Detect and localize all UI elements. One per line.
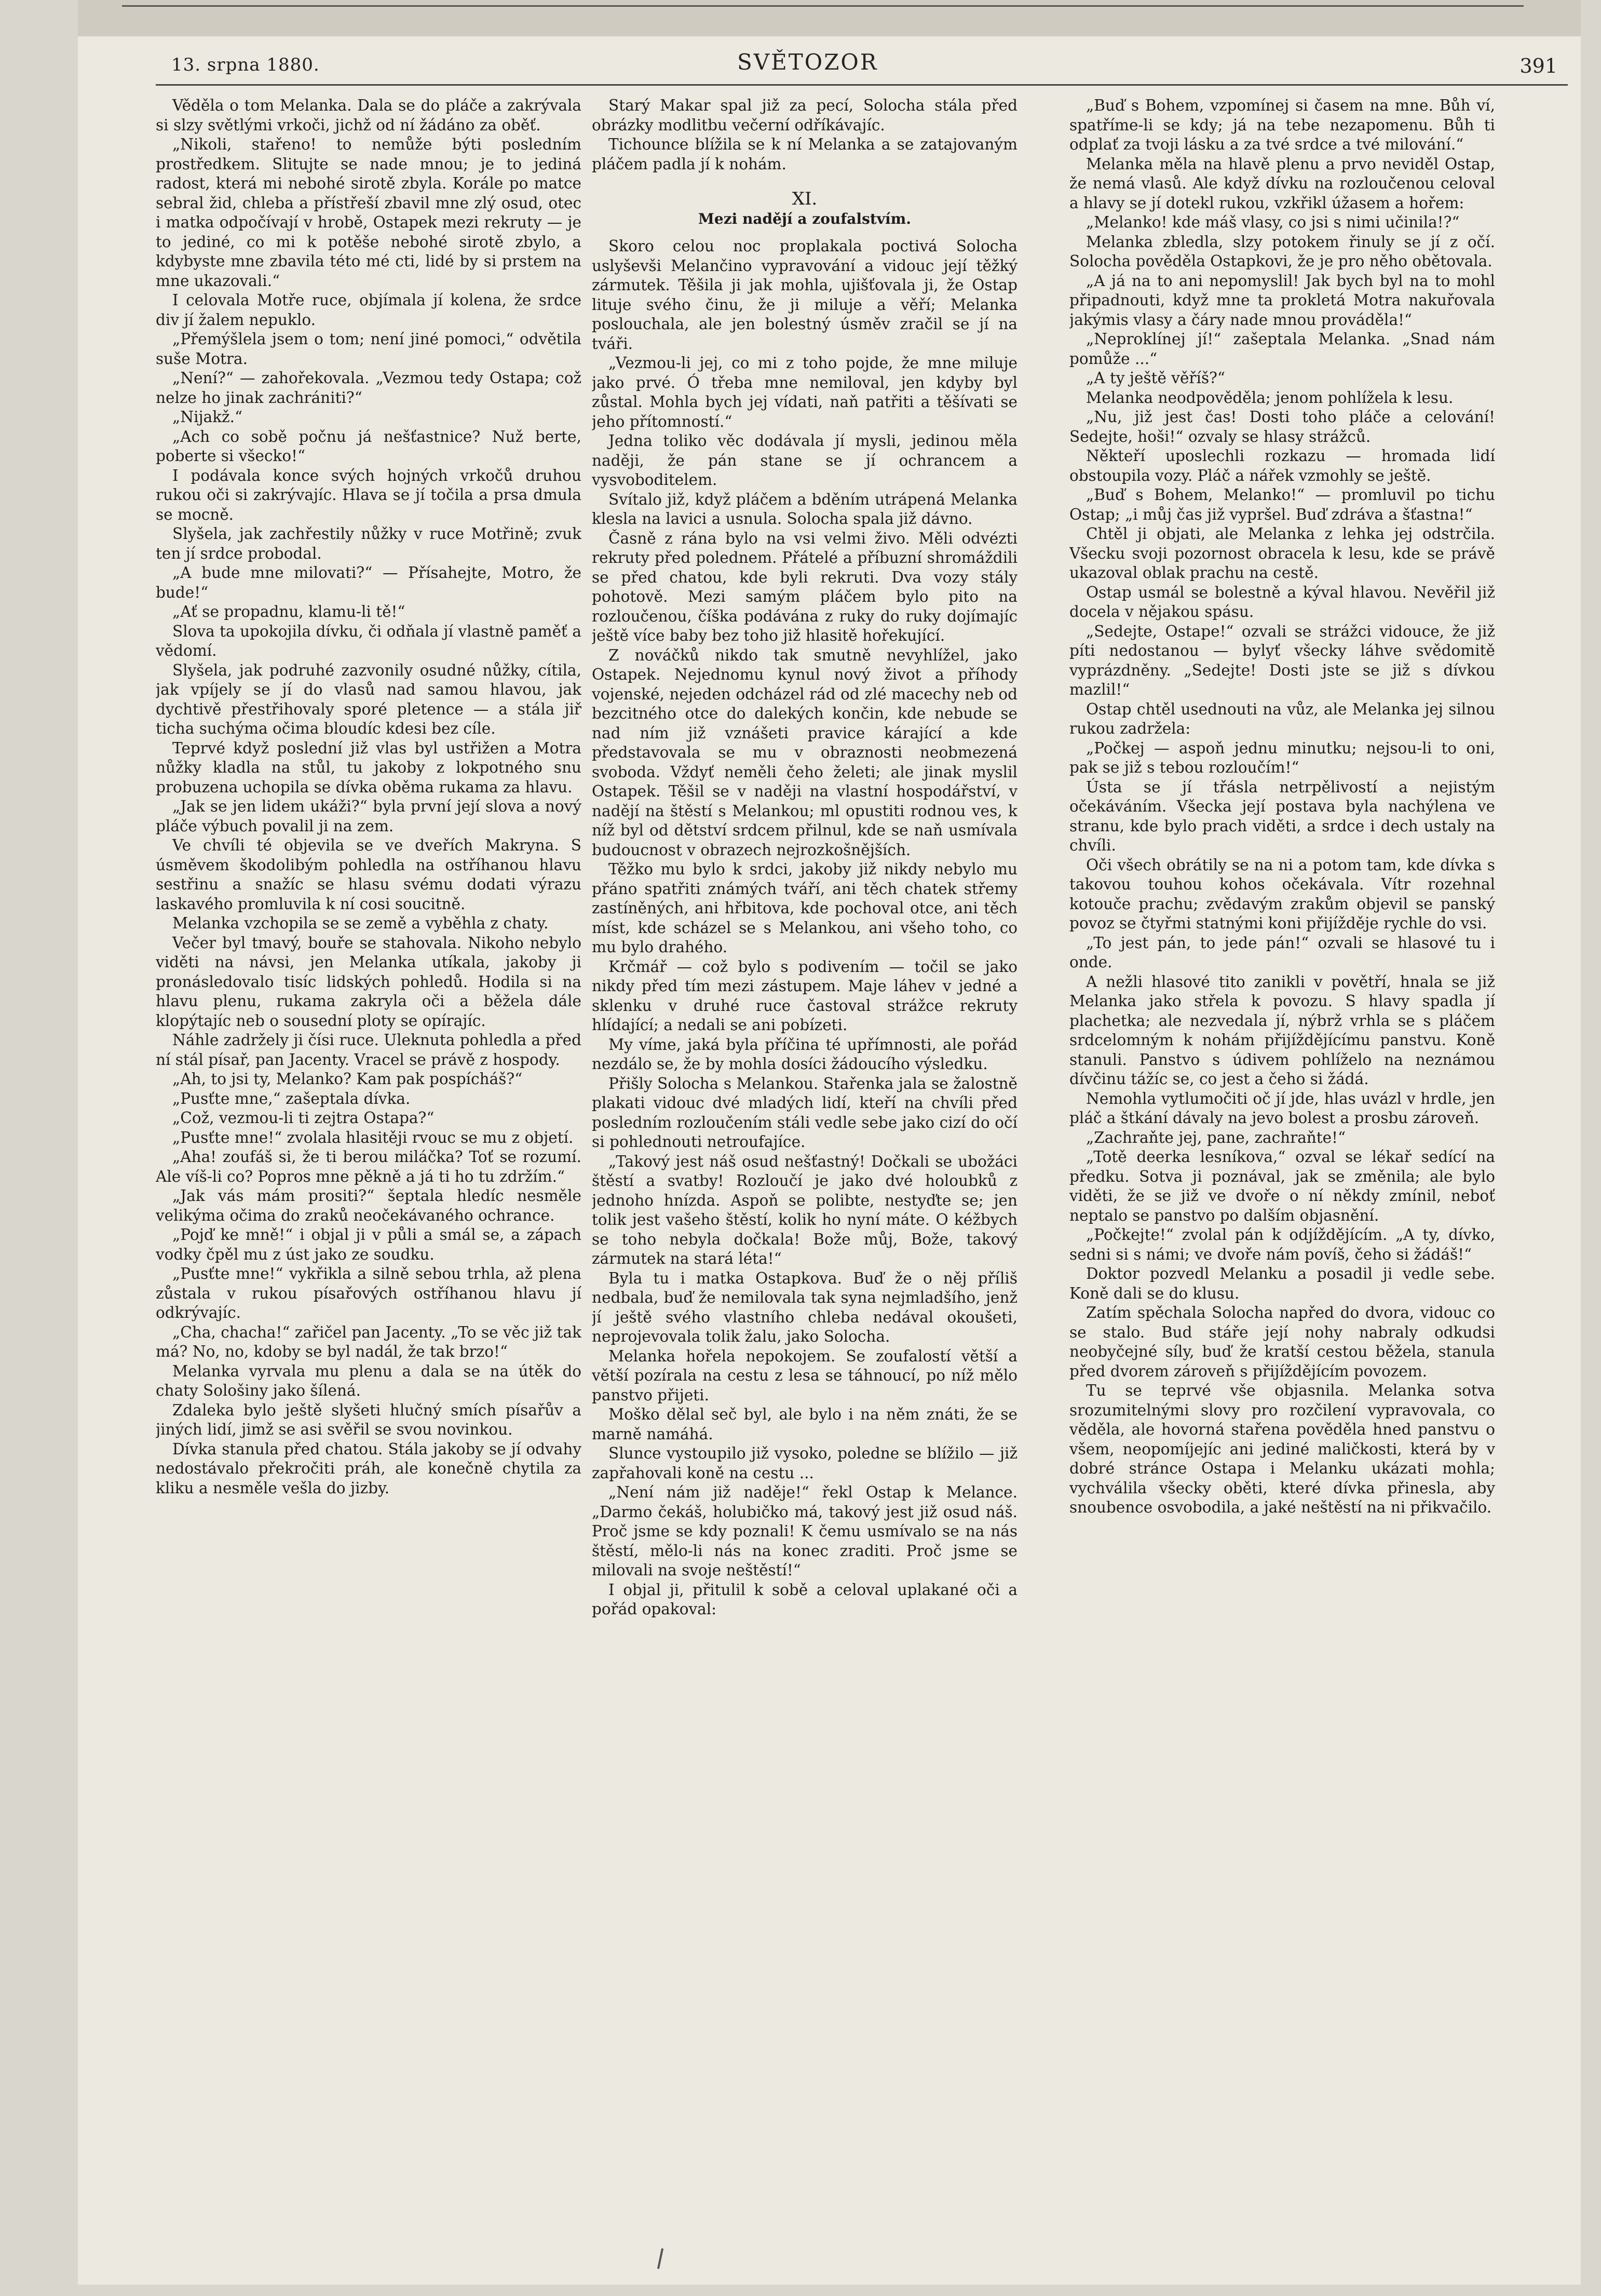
paragraph: Jedna toliko věc dodávala jí mysli, jedinou měla naději, že pán stane se jí ochrancem a vysvoboditelem. [592,432,1017,489]
paragraph: Chtěl ji objati, ale Melanka z lehka jej odstrčila. Všecku svoji pozornost obracela k lesu, kde se právě ukazoval oblak prachu na cestě. [1069,525,1495,582]
paragraph: Svítalo již, když pláčem a bděním utrápená Melanka klesla na lavici a usnula. Solocha spala již dávno. [592,490,1017,528]
paragraph: „Melanko! kde máš vlasy, co jsi s nimi učinila!?“ [1086,213,1460,231]
top-edge-rule [122,5,1524,7]
paragraph: „Vezmou-li jej, co mi z toho pojde, že mne miluje jako prvé. Ó třeba mne nemiloval, jen kdyby byl zůstal. Mohla bych jej vídati, naň patřiti a těšívati se jeho přítomností.“ [592,354,1017,430]
text-column-3 [1069,96,1495,2256]
paragraph: Náhle zadržely ji čísi ruce. Uleknuta pohledla a před ní stál písař, pan Jacenty. Vracel se právě z hospody. [156,1031,581,1069]
paragraph: Melanka měla na hlavě plenu a prvo neviděl Ostap, že nemá vlasů. Ale když dívku na rozloučenou celoval a hlavy se jí dotekl rukou, vzkřikl úžasem a hořem: [1069,155,1495,212]
paragraph: Moško dělal seč byl, ale bylo i na něm znáti, že se marně namáhá. [592,1406,1017,1443]
paragraph: Melanka hořela nepokojem. Se zoufalostí větší a větší pozírala na cestu z lesa se táhnoucí, po níž mělo panstvo přijeti. [592,1347,1017,1404]
paragraph: Dívka stanula před chatou. Stála jakoby se jí odvahy nedostávalo překročiti práh, ale konečně chytila za kliku a nesměle vešla do jizby. [156,1440,581,1497]
paragraph: „Pojď ke mně!“ i objal ji v půli a smál se, a zápach vodky čpěl mu z úst jako ze soudku. [156,1226,581,1263]
paragraph: „A bude mne milovati?“ — Přísahejte, Motro, že bude!“ [156,564,581,601]
paragraph: „Nu, již jest čas! Dosti toho pláče a celování! Sedejte, hoši!“ ozvaly se hlasy strážců. [1069,408,1495,445]
text-column-2 [592,96,1017,2256]
paragraph: Ostap usmál se bolestně a kýval hlavou. Nevěřil již docela v nějakou spásu. [1069,583,1495,620]
paragraph: I objal ji, přitulil k sobě a celoval uplakané oči a pořád opakoval: [592,1581,1017,1618]
paragraph: „Ach co sobě počnu já nešťastnice? Nuž berte, poberte si všecko!“ [156,427,581,465]
paragraph: Večer byl tmavý, bouře se stahovala. Nikoho nebylo viděti na návsi, jen Melanka utíkala, jakoby ji pronásledovalo tisíc lidských pohledů. Hodila si na hlavu plenu, rukama zakryla oči a běžela dále klopýtajíc neb o sousední ploty se opírajíc. [156,934,581,1030]
paragraph: „A ty ještě věříš?“ [1086,369,1225,387]
paragraph: „Počkej — aspoň jednu minutku; nejsou-li to oni, pak se již s tebou rozloučím!“ [1069,739,1495,776]
paragraph: „Jak se jen lidem ukáži?“ byla první její slova a nový pláče výbuch povalil ji na zem. [156,798,581,835]
journal-title: SVĚTOZOR [737,49,878,75]
paragraph: „Aha! zoufáš si, že ti berou miláčka? Toť se rozumí. Ale víš-li co? Popros mne pěkně a já ti ho tu zdržím.“ [156,1148,581,1185]
paragraph: „Buď s Bohem, vzpomínej si časem na mne. Bůh ví, spatříme-li se kdy; já na tebe nezapomenu. Bůh ti odplať za tvoji lásku a za tvé srdce a tvé milování.“ [1069,97,1495,153]
paragraph: „Jak vás mám prositi?“ šeptala hledíc nesměle velikýma očima do zraků neočekávaného ochrance. [156,1187,581,1224]
paragraph: Krčmář — což bylo s podivením — točil se jako nikdy před tím mezi zástupem. Maje láhev v jedné a sklenku v druhé ruce častoval strážce rekruty hlídající; a nedali se ani pobízeti. [592,957,1017,1034]
paragraph: „Pusťte mne!“ vykřikla a silně sebou trhla, až plena zůstala v rukou písařových ostříhanou hlavu jí odkrývajíc. [156,1265,581,1321]
paragraph: Oči všech obrátily se na ni a potom tam, kde dívka s takovou touhou kohos očekávala. Vítr rozehnal kotouče prachu; zvědavým zrakům objevil se panský povoz se čtyřmi statnými koni přijížděje rychle do vsi. [1069,856,1495,932]
paragraph: Tu se teprvé vše objasnila. Melanka sotva srozumitelnými slovy pro rozčilení vypravovala, co věděla, ale hovorná stařena pověděla hned panstvu o všem, neopomíjejíc ani jediné maličkosti, která by v dobré stránce Ostapa i Melanku ukázati mohla; vychválila všecky oběti, které dívka přinesla, aby snoubence osvobodila, a jaké neštěstí na ni přikvačilo. [1069,1382,1495,1516]
paragraph: „Pusťte mne,“ zašeptala dívka. [172,1089,411,1108]
paragraph: „Pusťte mne!“ zvolala hlasitěji rvouc se mu z objetí. [172,1128,574,1146]
paragraph: „Takový jest náš osud nešťastný! Dočkali se ubožáci štěstí a svatby! Rozloučí je jako dvé holoubků z jednoho hnízda. Aspoň se polibte, nestyďte se; jen tolik jest vašeho štěstí, kolik ho nyní máte. O kéžbych se toho nebyla dočkala! Bože můj, Bože, takový zármutek na stará léta!“ [592,1152,1017,1267]
paragraph: I celovala Motře ruce, objímala jí kolena, že srdce div jí žalem nepuklo. [156,291,581,329]
paragraph: „Zachraňte jej, pane, zachraňte!“ [1086,1128,1346,1146]
paragraph: Doktor pozvedl Melanku a posadil ji vedle sebe. Koně dali se do klusu. [1069,1265,1495,1302]
section-title: Mezi nadějí a zoufalstvím. [698,210,912,227]
paragraph: „Ah, to jsi ty, Melanko? Kam pak pospícháš?“ [172,1070,523,1088]
paragraph: I podávala konce svých hojných vrkočů druhou rukou oči si zakrývajíc. Hlava se jí točila a prsa dmula se mocně. [156,466,581,523]
paragraph: Věděla o tom Melanka. Dala se do pláče a zakrývala si slzy světlými vrkoči, jichž od ní žádáno za oběť. [156,97,581,134]
paragraph: „Ať se propadnu, klamu-li tě!“ [172,603,405,620]
paragraph: „Totě deerka lesníkova,“ ozval se lékař sedící na předku. Sotva ji poznával, jak se změnila; ale bylo viděti, že se již ve dvoře o ní někdy zmínil, neboť neptalo se panstvo po dalším objasnění. [1069,1148,1495,1224]
paragraph: Teprvé když poslední již vlas byl ustřižen a Motra nůžky kladla na stůl, tu jakoby z lokpotného snu probuzena uchopila se dívka oběma rukama za hlavu. [156,739,581,796]
issue-date: 13. srpna 1880. [171,55,320,75]
paragraph: Přišly Solocha s Melankou. Stařenka jala se žalostně plakati vidouc dvé mladých lidí, kteří na chvíli před posledním rozloučením stáli vedle sebe jako cizí do očí si pohlednouti netroufajíce. [592,1074,1017,1151]
paragraph: Slunce vystoupilo již vysoko, poledne se blížilo — již zapřahovali koně na cestu ... [592,1444,1017,1482]
paragraph: Slyšela, jak zachřestily nůžky v ruce Motřině; zvuk ten jí srdce probodal. [156,525,581,562]
paragraph: Zdaleka bylo ještě slyšeti hlučný smích písařův a jiných lidí, jimž se asi svěřil se svou novinkou. [156,1401,581,1438]
paragraph: Zatím spěchala Solocha napřed do dvora, vidouc co se stalo. Bud stáře její nohy nabraly odkudsi neobyčejné síly, buď že kratší cestou běžela, stanula před dvorem zároveň s přijíždějícím povozem. [1069,1304,1495,1380]
paragraph: Tichounce blížila se k ní Melanka a se zatajovaným pláčem padla jí k nohám. [592,136,1017,173]
paragraph: Melanka neodpověděla; jenom pohlížela k lesu. [1086,388,1454,407]
paragraph: „Což, vezmou-li ti zejtra Ostapa?“ [172,1109,435,1127]
paragraph: Ve chvíli té objevila se ve dveřích Makryna. S úsměvem škodolibým pohledla na ostříhanou hlavu sestřinu a snažíc se hlasu svému dodati výrazu laskavého promluvila k ní cosi soucitně. [156,836,581,913]
paragraph: „Nijakž.“ [172,408,243,426]
paragraph: Skoro celou noc proplakala poctivá Solocha uslyševši Melančino vypravování a vidouc její těžký zármutek. Těšila ji jak mohla, ujišťovala ji, že Ostap lituje svého činu, že ji miluje a věří; Melanka poslouchala, ale jen bolestný úsměv zračil se jí na tváři. [592,237,1017,353]
paragraph: A nežli hlasové tito zanikli v povětří, hnala se již Melanka jako střela k povozu. S hlavy spadla jí plachetka; ale nezvedala jí, nýbrž vrhla se s pláčem srdcelomným k nohám přijíždějícímu panstvu. Koně stanuli. Panstvo s údivem pohlíželo na neznámou dívčinu tážíc se, co jest a čeho si žádá. [1069,973,1495,1088]
paragraph: Těžko mu bylo k srdci, jakoby již nikdy nebylo mu přáno spatřiti známých tváří, ani těch chatek střemy zastíněných, ani hřbitova, kde pochoval otce, ani těch míst, kde scházel se s Melankou, ani všeho toho, co mu bylo drahého. [592,860,1017,956]
paragraph: My víme, jaká byla příčina té upřímnosti, ale pořád nezdálo se, že by mohla dosíci žádoucího výsledku. [592,1035,1017,1073]
page-header [156,49,1568,86]
paragraph: Slyšela, jak podruhé zazvonily osudné nůžky, cítila, jak vpíjely se jí do vlasů nad samou hlavou, jak dychtivě přestřihovaly sporé pletence — a stála jiř ticha suchýma očima bloudíc kdesi bez cíle. [156,661,581,737]
paragraph: „Buď s Bohem, Melanko!“ — promluvil po tichu Ostap; „i můj čas již vypršel. Buď zdráva a šťastna!“ [1069,486,1495,523]
paragraph: Melanka vyrvala mu plenu a dala se na útěk do chaty Sološiny jako šílená. [156,1362,581,1399]
paragraph: „To jest pán, to jede pán!“ ozvali se hlasové tu i onde. [1069,934,1495,971]
section-number: XI. [792,188,818,209]
paragraph: Melanka vzchopila se se země a vyběhla z chaty. [172,914,549,932]
page-number: 391 [1519,55,1557,77]
paragraph: Byla tu i matka Ostapkova. Buď že o něj příliš nedbala, buď že nemilovala tak syna nejmladšího, jenž jí ještě svého vlastního chleba nedával okoušeti, neprojevovala tolik žalu, jako Solocha. [592,1269,1017,1345]
paragraph: Slova ta upokojila dívku, či odňala jí vlastně paměť a vědomí. [156,622,581,659]
paragraph: „Sedejte, Ostape!“ ozvali se strážci vidouce, že již píti nedostanou — bylyť všecky láhve svědomitě vyprázdněny. „Sedejte! Dosti jste se již s dívkou mazlil!“ [1069,622,1495,698]
paragraph: „Přemýšlela jsem o tom; není jiné pomoci,“ odvětila suše Motra. [156,330,581,368]
paragraph: „Není?“ — zahořekovala. „Vezmou tedy Ostapa; což nelze ho jinak zachrániti?“ [156,369,581,407]
paragraph: „Počkejte!“ zvolal pán k odjíždějícím. „A ty, dívko, sedni si s námi; ve dvoře nám povíš, čeho si žádáš!“ [1069,1226,1495,1263]
paragraph: Nemohla vytlumočiti oč jí jde, hlas uvázl v hrdle, jen pláč a štkání dávaly na jevo bolest a prosbu zároveň. [1069,1089,1495,1127]
paragraph: Někteří uposlechli rozkazu — hromada lidí obstoupila vozy. Pláč a nářek vzmohly se ještě. [1069,447,1495,484]
paragraph: Ústa se jí třásla netrpělivostí a nejistým očekáváním. Všecka její postava byla nachýlena ve stranu, kde bylo prach viděti, a srdce i dech ustaly na chvíli. [1069,778,1495,854]
paragraph: Melanka zbledla, slzy potokem řinuly se jí z očí. Solocha pověděla Ostapkovi, že je pro něho obětovala. [1069,233,1495,270]
paragraph: Ostap chtěl usednouti na vůz, ale Melanka jej silnou rukou zadržela: [1069,700,1495,737]
paragraph: „Neproklínej jí!“ zašeptala Melanka. „Snad nám pomůže ...“ [1069,330,1495,368]
paragraph: Z nováčků nikdo tak smutně nevyhlížel, jako Ostapek. Nejednomu kynul nový život a příhody vojenské, nejeden odcházel rád od zlé macechy neb od bezcitného otce do dalekých končin, kde nebude se nad ním již vznášeti pravice kárající a kde představovala se mu v obraznosti neobmezená svoboda. Vždyť neměli čeho želeti; ale jinak myslil Ostapek. Těšil se v naději na vlastní hospodářství, v nadějí na štěstí s Melankou; ml opustiti rodnou ves, k níž byl od dětství srdcem přilnul, kde se naň usmívala budoucnost v obrazech nejrozkošnějších. [592,646,1017,859]
header-rule [156,84,1568,86]
paragraph: „Nikoli, stařeno! to nemůže býti posledním prostředkem. Slitujte se nade mnou; je to jediná radost, která mi nebohé sirotě zbyla. Korále po matce sebral žid, chleba a přístřeší zbavil mne zlý osud, otec i matka odpočívají v hrobě, Ostapek mezi rekruty — je to jediné, co mi k potěše nebohé sirotě zbylo, a kdybyste mne zbavila této mé cti, lidé by si prstem na mne ukazovali.“ [156,136,581,290]
paragraph: Starý Makar spal již za pecí, Solocha stála před obrázky modlitbu večerní odříkávajíc. [592,97,1017,134]
paragraph: „Není nám již naděje!“ řekl Ostap k Melance. „Darmo čekáš, holubičko má, takový jest již osud náš. Proč jsme se kdy poznali! K čemu usmívalo se na nás štěstí, mělo-li nás na konec zraditi. Proč jsme se milovali na svoje neštěstí!“ [592,1483,1017,1579]
text-column-1 [156,96,581,2256]
paragraph: „A já na to ani nepomyslil! Jak bych byl na to mohl připadnouti, když mne ta prokletá Motra nakuřovala jakýmis vlasy a čáry nade mnou prováděla!“ [1069,272,1495,329]
paragraph: Časně z rána bylo na vsi velmi živo. Měli odvézti rekruty před polednem. Přátelé a příbuzní shromáždili se před chatou, kde byli rekruti. Dva vozy stály pohotově. Mezi samým pláčem bylo pito na rozloučenou, číška podávána z ruky do ruky dojímajíc ještě více baby bez toho již hlasitě hořekující. [592,529,1017,644]
paragraph: „Cha, chacha!“ zařičel pan Jacenty. „To se věc již tak má? No, no, kdoby se byl nadál, že tak brzo!“ [156,1323,581,1360]
